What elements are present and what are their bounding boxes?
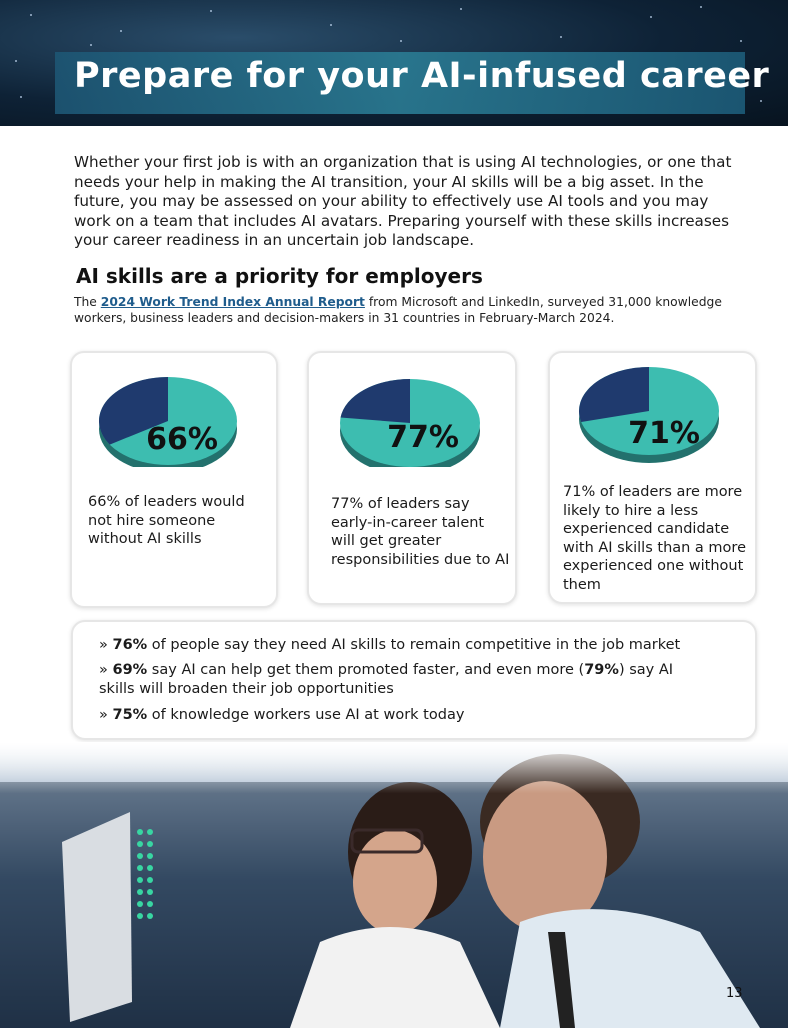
stat-card-text: 77% of leaders say early-in-career talent will get greater responsibilities due to AI	[331, 496, 510, 568]
report-link[interactable]: 2024 Work Trend Index Annual Report	[100, 295, 365, 309]
stats-list	[71, 620, 757, 740]
page-number: 13	[726, 986, 743, 1001]
pie-chart-3	[577, 363, 727, 463]
photo-illustration	[0, 742, 788, 1028]
source-prefix: The	[74, 295, 101, 309]
stat-card-3	[548, 351, 757, 604]
intro-paragraph: Whether your first job is with an organization that is using AI technologies, or one that needs your help in making the AI transition, your AI skills will be a big asset. In the future, you may be assessed on your ability to effectively use AI tools and you may work on a team that includes AI avatars. Preparing yourself with these skills increases your career readiness in an uncertain job landscape.	[74, 153, 732, 249]
pie-percent-label: 71%	[628, 416, 700, 451]
stat-card-1	[70, 351, 278, 608]
source-note	[74, 294, 764, 326]
list-item: » 75% of knowledge workers use AI at work today	[99, 707, 465, 723]
pie-percent-label: 66%	[146, 422, 218, 457]
pie-chart-2	[336, 367, 486, 467]
photo-people-at-computer	[0, 742, 788, 1028]
stat-card-text: 66% of leaders would not hire someone without AI skills	[88, 494, 245, 547]
list-item: » 69% say AI can help get them promoted faster, and even more (79%) say AI skills will broaden their job opportunities	[99, 662, 674, 697]
page-title: Prepare for your AI-infused career	[74, 56, 770, 96]
section-heading: AI skills are a priority for employers	[76, 264, 483, 288]
header-banner	[0, 0, 788, 126]
list-item: » 76% of people say they need AI skills to remain competitive in the job market	[99, 637, 681, 653]
pie-slice	[341, 379, 410, 423]
source-suffix: from Microsoft and LinkedIn, surveyed 31,000 knowledge workers, business leaders and decision-makers in 31 countries in February-March 2024.	[74, 295, 722, 325]
pie-chart-1	[99, 367, 249, 467]
pie-percent-label: 77%	[387, 420, 459, 455]
stat-card-text: 71% of leaders are more likely to hire a less experienced candidate with AI skills than a more experienced one without them	[563, 484, 746, 593]
stat-card-2	[307, 351, 517, 605]
